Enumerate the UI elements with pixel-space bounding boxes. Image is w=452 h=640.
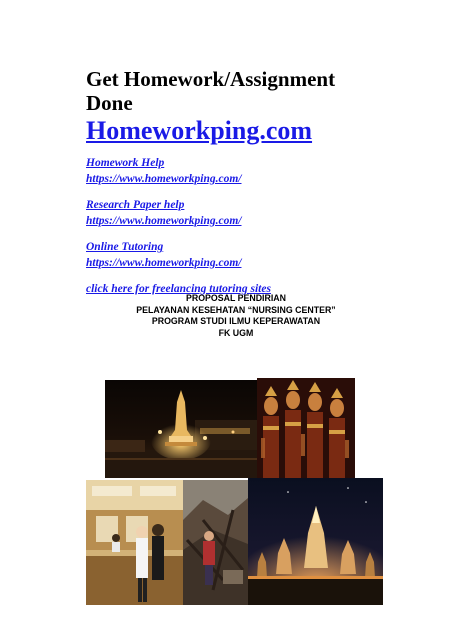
proposal-line-1: PROPOSAL PENDIRIAN (185, 293, 287, 303)
link-group-homework-help (86, 155, 242, 187)
dancers-photo (257, 378, 355, 478)
research-paper-help-link[interactable]: Research Paper help (86, 199, 185, 211)
link-group-online-tutoring (86, 239, 242, 271)
link-group-research-paper (86, 197, 242, 229)
proposal-line-3: PROGRAM STUDI ILMU KEPERAWATAN (151, 316, 321, 326)
proposal-line-2: PELAYANAN KESEHATAN “NURSING CENTER” (136, 304, 336, 315)
page-heading: Get Homework/Assignment Done (86, 67, 336, 115)
freelancing-tutoring-link[interactable]: click here for freelancing tutoring sites (86, 283, 271, 295)
proposal-line-4: FK UGM (218, 327, 254, 338)
online-tutoring-link[interactable]: Online Tutoring (86, 241, 164, 253)
earthquake-ruins-photo (183, 480, 248, 605)
proposal-title-block (0, 293, 452, 339)
homework-help-link[interactable]: Homework Help (86, 157, 165, 169)
hospital-counter-photo (86, 480, 183, 605)
research-paper-help-url[interactable]: https://www.homeworkping.com/ (86, 215, 242, 227)
homework-help-url[interactable]: https://www.homeworkping.com/ (86, 173, 242, 185)
tugu-monument-night-photo (105, 380, 257, 478)
prambanan-temple-night-photo (248, 478, 383, 605)
homeworkping-link[interactable]: Homeworkping.com (86, 116, 313, 145)
online-tutoring-url[interactable]: https://www.homeworkping.com/ (86, 257, 242, 269)
